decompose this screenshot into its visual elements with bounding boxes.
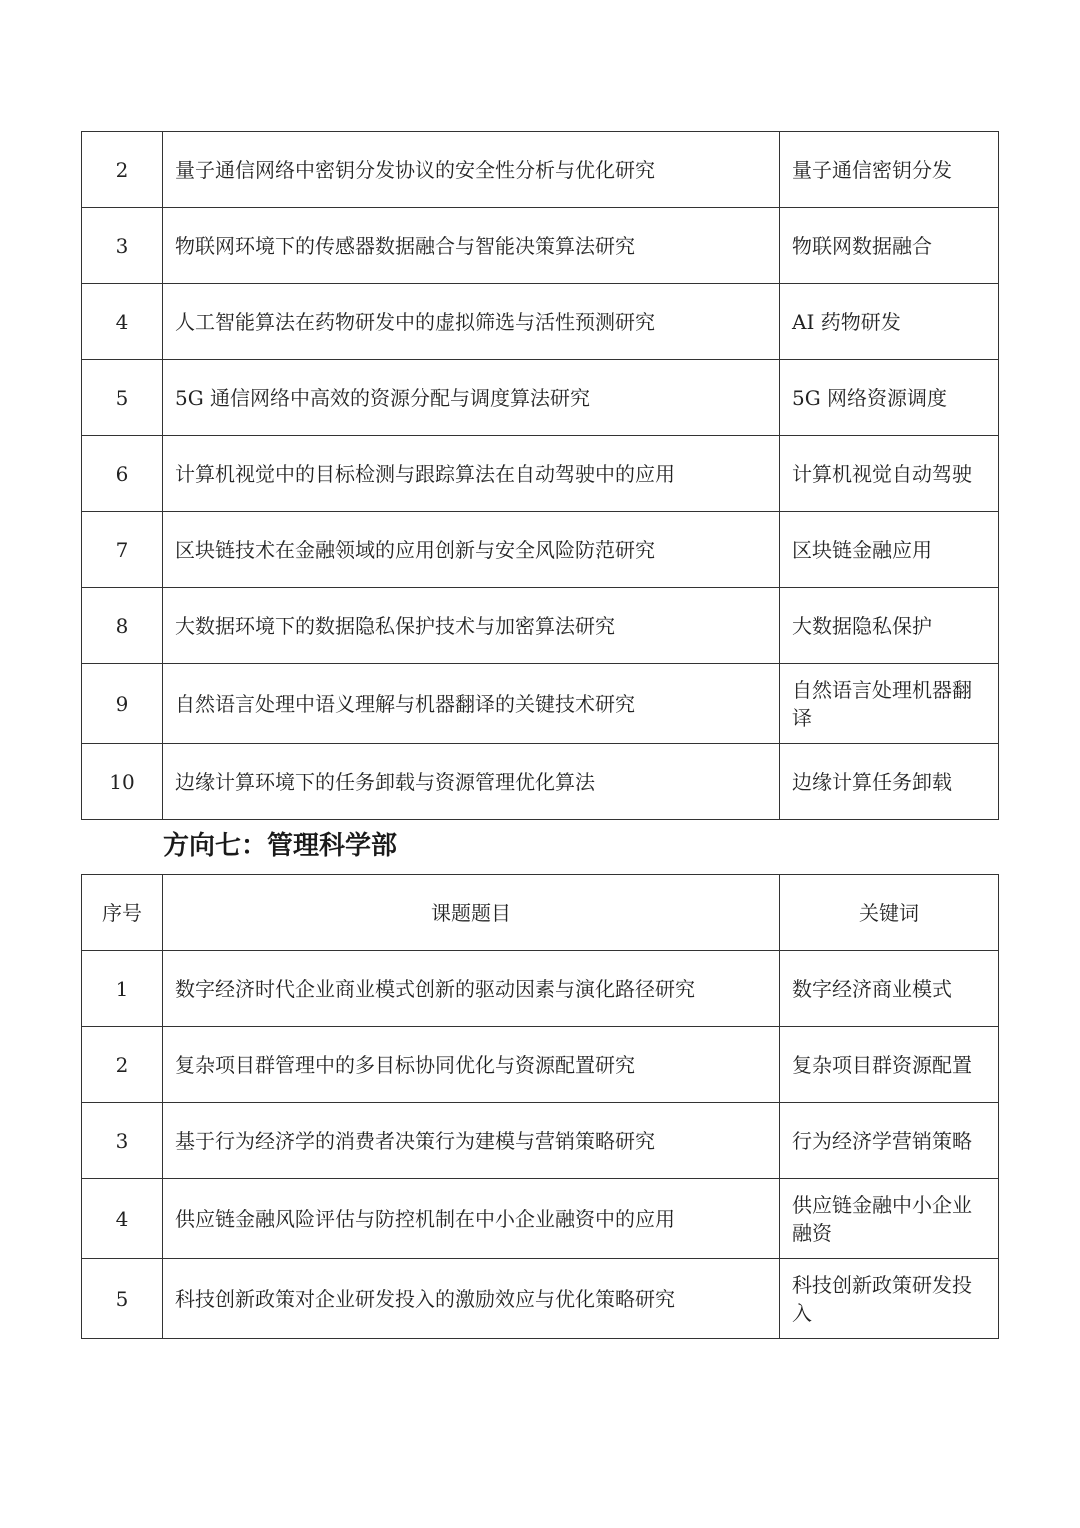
topic-title: 计算机视觉中的目标检测与跟踪算法在自动驾驶中的应用: [163, 436, 780, 512]
column-header-title: 课题题目: [163, 875, 780, 951]
topic-keyword: 供应链金融中小企业融资: [780, 1179, 999, 1259]
table-row: [82, 284, 999, 360]
row-index: 1: [82, 951, 163, 1027]
topic-title: 数字经济时代企业商业模式创新的驱动因素与演化路径研究: [163, 951, 780, 1027]
section-heading: 方向七：管理科学部: [163, 831, 398, 861]
row-index: 10: [82, 744, 163, 820]
row-index: 6: [82, 436, 163, 512]
row-index: 8: [82, 588, 163, 664]
table-row: [82, 1179, 999, 1259]
table-row: [82, 664, 999, 744]
table-row: [82, 1103, 999, 1179]
topic-keyword: 自然语言处理机器翻译: [780, 664, 999, 744]
row-index: 4: [82, 284, 163, 360]
topic-title: 大数据环境下的数据隐私保护技术与加密算法研究: [163, 588, 780, 664]
topic-keyword: 行为经济学营销策略: [780, 1103, 999, 1179]
table-row: [82, 1259, 999, 1339]
topic-keyword: 5G 网络资源调度: [780, 360, 999, 436]
topic-title: 供应链金融风险评估与防控机制在中小企业融资中的应用: [163, 1179, 780, 1259]
topic-keyword: 边缘计算任务卸载: [780, 744, 999, 820]
table-row: [82, 588, 999, 664]
row-index: 2: [82, 1027, 163, 1103]
topic-keyword: 量子通信密钥分发: [780, 132, 999, 208]
topic-title: 物联网环境下的传感器数据融合与智能决策算法研究: [163, 208, 780, 284]
topic-keyword: 计算机视觉自动驾驶: [780, 436, 999, 512]
topic-title: 基于行为经济学的消费者决策行为建模与营销策略研究: [163, 1103, 780, 1179]
table-row: [82, 132, 999, 208]
row-index: 3: [82, 208, 163, 284]
topic-title: 自然语言处理中语义理解与机器翻译的关键技术研究: [163, 664, 780, 744]
topic-keyword: 科技创新政策研发投入: [780, 1259, 999, 1339]
row-index: 2: [82, 132, 163, 208]
table-row: [82, 208, 999, 284]
management-science-table: [81, 874, 999, 1339]
row-index: 5: [82, 360, 163, 436]
row-index: 4: [82, 1179, 163, 1259]
table-header-row: [82, 875, 999, 951]
topic-title: 科技创新政策对企业研发投入的激励效应与优化策略研究: [163, 1259, 780, 1339]
topic-keyword: 数字经济商业模式: [780, 951, 999, 1027]
column-header-keyword: 关键词: [780, 875, 999, 951]
table-row: [82, 512, 999, 588]
topic-keyword: 大数据隐私保护: [780, 588, 999, 664]
table-row: [82, 436, 999, 512]
topic-title: 边缘计算环境下的任务卸载与资源管理优化算法: [163, 744, 780, 820]
topic-keyword: 物联网数据融合: [780, 208, 999, 284]
topic-title: 人工智能算法在药物研发中的虚拟筛选与活性预测研究: [163, 284, 780, 360]
topic-keyword: AI 药物研发: [780, 284, 999, 360]
table-row: [82, 360, 999, 436]
row-index: 9: [82, 664, 163, 744]
row-index: 5: [82, 1259, 163, 1339]
table-row: [82, 744, 999, 820]
topic-keyword: 区块链金融应用: [780, 512, 999, 588]
topic-title: 5G 通信网络中高效的资源分配与调度算法研究: [163, 360, 780, 436]
row-index: 3: [82, 1103, 163, 1179]
topic-title: 复杂项目群管理中的多目标协同优化与资源配置研究: [163, 1027, 780, 1103]
topic-title: 量子通信网络中密钥分发协议的安全性分析与优化研究: [163, 132, 780, 208]
topic-title: 区块链技术在金融领域的应用创新与安全风险防范研究: [163, 512, 780, 588]
column-header-index: 序号: [82, 875, 163, 951]
topic-table-continued: [81, 131, 999, 820]
table-row: [82, 1027, 999, 1103]
table-row: [82, 951, 999, 1027]
row-index: 7: [82, 512, 163, 588]
topic-keyword: 复杂项目群资源配置: [780, 1027, 999, 1103]
